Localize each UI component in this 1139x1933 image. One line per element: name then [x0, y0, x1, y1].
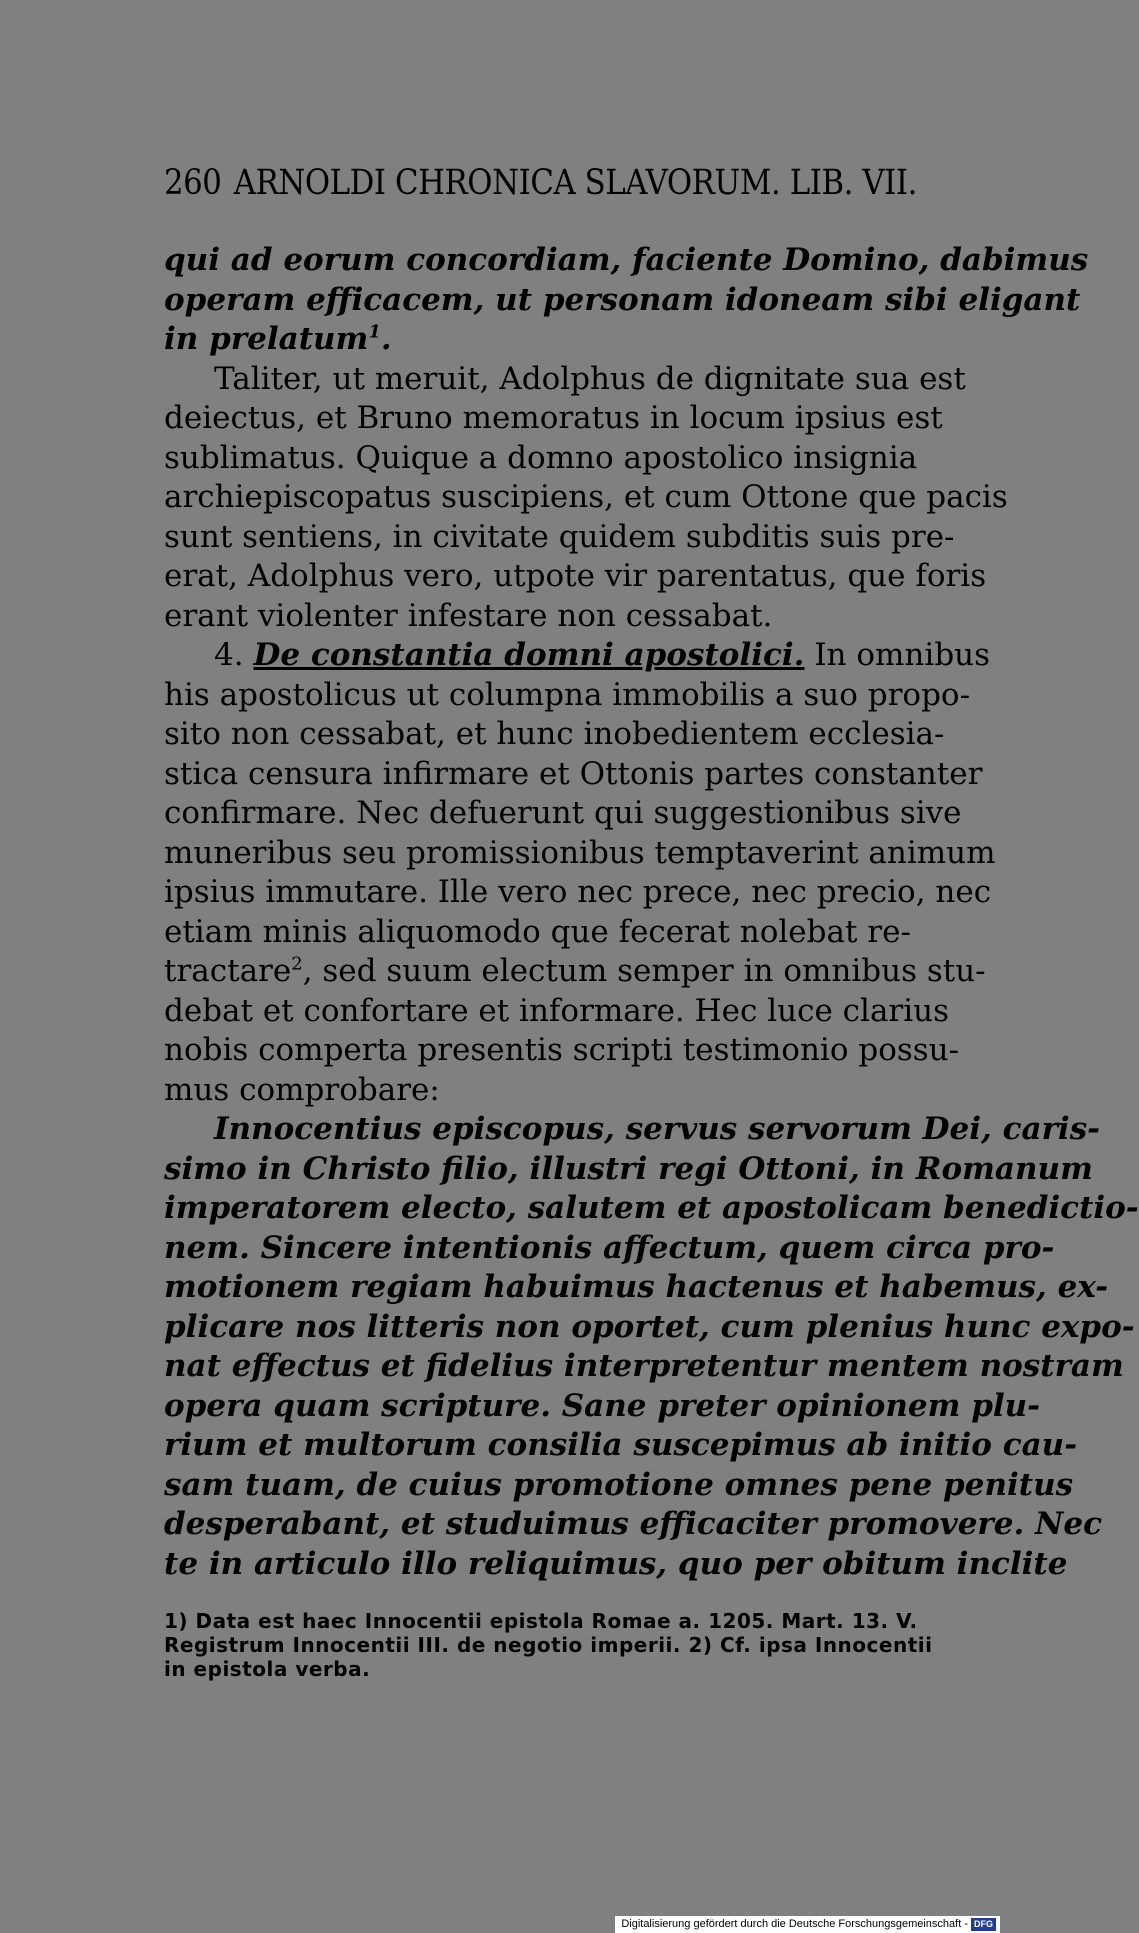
- footnote-line: in epistola verba.: [164, 1657, 371, 1681]
- credit-text: Digitalisierung gefördert durch die Deutsche Forschungsgemeinschaft -: [621, 1918, 968, 1930]
- running-header: [164, 163, 917, 209]
- page-number: 260: [164, 163, 222, 203]
- text-line: sito non cessabat, et hunc inobedientem ecclesia-: [164, 716, 945, 752]
- text-line: archiepiscopatus suscipiens, et cum Ottone que pacis: [164, 479, 1008, 515]
- text-segment: , sed suum electum semper in omnibus stu-: [302, 953, 986, 989]
- text-line: stica censura infirmare et Ottonis partes constanter: [164, 755, 983, 792]
- footnote-marker: 2: [291, 953, 303, 975]
- footnotes: [164, 1609, 933, 1681]
- text-line: sunt sentiens, in civitate quidem subditis suis pre-: [164, 518, 955, 555]
- text-line: his apostolicus ut columpna immobilis a suo propo-: [164, 676, 971, 713]
- text-line: erant violenter infestare non cessabat.: [164, 597, 773, 634]
- text-line: erat, Adolphus vero, utpote vir parentatus, que foris: [164, 558, 987, 594]
- text-segment: in prelatum: [164, 321, 369, 357]
- footnote-marker: 1: [368, 321, 381, 343]
- chapter-title: De constantia domni apostolici.: [253, 637, 805, 673]
- letter-line: te in articulo illo reliquimus, quo per obitum inclite: [164, 1545, 1068, 1582]
- text-segment: In omnibus: [814, 637, 991, 673]
- text-line: operam efficacem, ut personam idoneam sibi eligant: [164, 281, 1081, 318]
- text-line: ipsius immutare. Ille vero nec prece, nec precio, nec: [164, 874, 992, 910]
- footnote-line: Registrum Innocentii III. de negotio imperii. 2) Cf. ipsa Innocentii: [164, 1633, 933, 1657]
- letter-line: imperatorem electo, salutem et apostolicam benedictio-: [164, 1190, 1139, 1226]
- letter-line: simo in Christo filio, illustri regi Ottoni, in Romanum: [164, 1150, 1093, 1187]
- text-line: [164, 952, 986, 992]
- letter-line: rium et multorum consilia suscepimus ab initio cau-: [164, 1427, 1078, 1463]
- chapter-heading-line: [164, 636, 991, 676]
- text-line: confirmare. Nec defuerunt qui suggestionibus sive: [164, 795, 962, 831]
- footnote-line: 1) Data est haec Innocentii epistola Romae a. 1205. Mart. 13. V.: [164, 1609, 918, 1633]
- letter-line: sam tuam, de cuius promotione omnes pene penitus: [164, 1466, 1074, 1503]
- digitization-credit: [615, 1916, 1000, 1933]
- text-line: deiectus, et Bruno memoratus in locum ipsius est: [164, 400, 943, 436]
- text-segment: .: [380, 321, 392, 357]
- dfg-logo: DFG: [971, 1918, 996, 1931]
- letter-line: plicare nos litteris non oportet, cum plenius hunc expo-: [164, 1308, 1135, 1345]
- letter-line: desperabant, et studuimus efficaciter promovere. Nec: [164, 1506, 1102, 1542]
- chapter-number: 4.: [214, 637, 244, 673]
- running-title: ARNOLDI CHRONICA SLAVORUM. LIB. VII.: [233, 163, 917, 203]
- text-line: debat et confortare et informare. Hec luce clarius: [164, 992, 950, 1029]
- letter-line: Innocentius episcopus, servus servorum Dei, caris-: [214, 1111, 1101, 1147]
- text-line: sublimatus. Quique a domno apostolico insignia: [164, 439, 918, 476]
- letter-line: nem. Sincere intentionis affectum, quem circa pro-: [164, 1229, 1055, 1266]
- text-line: qui ad eorum concordiam, faciente Domino, dabimus: [164, 242, 1089, 278]
- text-segment: tractare: [164, 953, 292, 989]
- text-line: Taliter, ut meruit, Adolphus de dignitate sua est: [214, 360, 966, 397]
- main-text: [164, 241, 1139, 1584]
- text-line: [164, 320, 908, 360]
- text-line: etiam minis aliquomodo que fecerat nolebat re-: [164, 913, 911, 950]
- text-line: muneribus seu promissionibus temptaverint animum: [164, 834, 996, 871]
- letter-line: nat effectus et fidelius interpretentur mentem nostram: [164, 1348, 1124, 1384]
- letter-line: opera quam scripture. Sane preter opinionem plu-: [164, 1387, 1041, 1424]
- text-line: mus comprobare:: [164, 1071, 440, 1108]
- text-line: nobis comperta presentis scripti testimonio possu-: [164, 1032, 960, 1068]
- letter-line: motionem regiam habuimus hactenus et habemus, ex-: [164, 1269, 1109, 1305]
